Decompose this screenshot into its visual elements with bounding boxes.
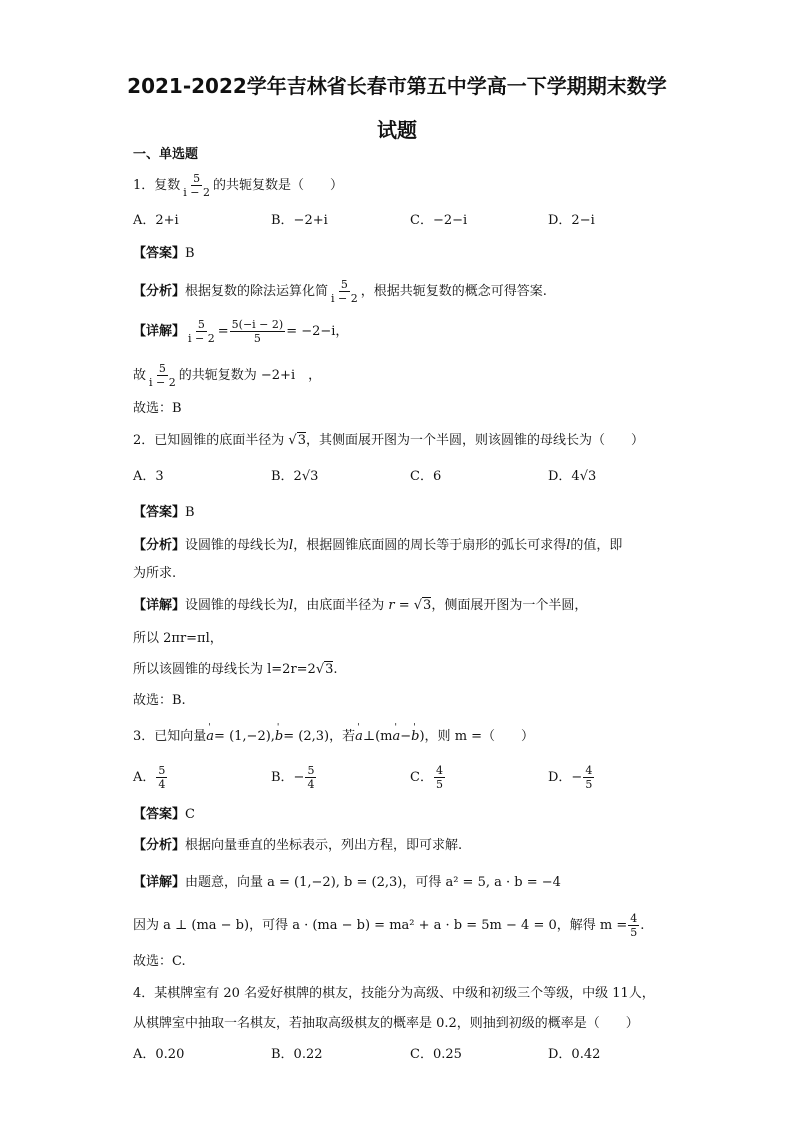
- q1-option-a: A．2+i: [133, 213, 179, 228]
- q2-option-c: C．6: [410, 469, 442, 484]
- q1-stem: [133, 172, 343, 199]
- q2-option-d: D．4√3: [548, 469, 597, 484]
- q1-detail-frac2: [230, 318, 286, 345]
- q1-option-c: C．−2−i: [410, 213, 468, 228]
- frac-num: 5: [197, 318, 205, 331]
- q3-option-frac: [583, 764, 594, 791]
- q2-sqrt: 3: [325, 662, 334, 677]
- frac-den: 5: [585, 778, 593, 791]
- q3-option-label: A．: [133, 770, 156, 785]
- answer-tag: 【答案】: [133, 505, 186, 520]
- q3-stem-end: )，则 m =（ ）: [419, 729, 535, 744]
- q4-option-b: B．0.22: [271, 1047, 323, 1062]
- detail-tag: 【详解】: [133, 324, 186, 339]
- q3-answer: [133, 806, 195, 824]
- q1-option-d: D．2−i: [548, 213, 595, 228]
- q2-stem-post: ，其侧面展开图为一个半圆，则该圆锥的母线长为（ ）: [305, 433, 644, 448]
- q3-option-label: D．−: [548, 770, 583, 785]
- detail-tag: 【详解】: [133, 875, 186, 890]
- q3-stem-pre: 3．已知向量: [133, 729, 207, 744]
- q3-d2-frac: [628, 912, 639, 939]
- analysis-tag: 【分析】: [133, 538, 186, 553]
- q2-stem-pre: 2．已知圆锥的底面半径为: [133, 433, 285, 448]
- q1-prefix: 1．复数: [133, 178, 181, 193]
- q3-option-label: B．−: [271, 770, 305, 785]
- frac-num: 5(−i − 2): [231, 318, 284, 331]
- frac-num: 4: [630, 912, 638, 925]
- q2-d1-mid: ，由底面半径为: [293, 598, 385, 613]
- q2-d1-post: ，侧面展开图为一个半圆，: [431, 598, 588, 613]
- answer-tag: 【答案】: [133, 246, 186, 261]
- analysis-tag: 【分析】: [133, 838, 186, 853]
- q1-analysis: [133, 278, 547, 305]
- q3-stem-mid: = (1,−2),: [214, 729, 275, 744]
- q1-answer: [133, 245, 195, 263]
- q2-option-b: B．2√3: [271, 469, 319, 484]
- q2-a1-post: ，根据圆锥底面圆的周长等于扇形的弧长可求得: [293, 538, 567, 553]
- q1-suffix: 的共轭复数是（ ）: [213, 178, 344, 193]
- q3-option-frac: [305, 764, 316, 791]
- frac-den: 4: [158, 778, 166, 791]
- q2-analysis-l2: 为所求.: [133, 566, 177, 581]
- q2-analysis-l1: 【分析】设圆锥的母线长为l，根据圆锥底面圆的周长等于扇形的弧长可求得l的值，即: [133, 538, 623, 553]
- q2-d1-pre: 设圆锥的母线长为: [185, 598, 290, 613]
- q2-answer: [133, 504, 195, 522]
- q1-choose: 故选：B: [133, 401, 182, 416]
- q3-option-frac: [434, 764, 445, 791]
- frac-num: 5: [307, 764, 315, 777]
- q2-option-a: A．3: [133, 469, 164, 484]
- frac-den: 4: [307, 778, 315, 791]
- q1-option-b: B．−2+i: [271, 213, 328, 228]
- frac-num: 5: [158, 362, 166, 375]
- q4-stem-l2: 从棋牌室中抽取一名棋友，若抽取高级棋友的概率是 0.2，则抽到初级的概率是（ ）: [133, 1016, 639, 1031]
- q1-detail: 【详解】 $\frac{5}{i - 2}$ = $\frac{5(-i - 2)}{5}$ = −2−i，: [133, 318, 349, 345]
- q2-detail-l3: 所以该圆锥的母线长为 l=2r=2√3.: [133, 662, 338, 677]
- frac-den: i − 2: [149, 376, 176, 389]
- q3-option-d: [548, 764, 595, 791]
- q3-stem: 3．已知向量' a= (1,−2),' b= (2,3)，若' a⊥(m' a−' b)，则 m =（ ）: [133, 728, 534, 746]
- detail-tag: 【详解】: [133, 598, 186, 613]
- section-heading: 一、单选题: [133, 147, 199, 162]
- frac-den: 5: [435, 778, 443, 791]
- q3-option-c: [410, 764, 446, 791]
- frac-num: 4: [585, 764, 593, 777]
- q3-stem-mid2: = (2,3)，若: [283, 729, 356, 744]
- q3-choose: 故选：C.: [133, 954, 186, 969]
- q2-sqrt: 3: [297, 433, 306, 448]
- page-title-line2: 试题: [377, 118, 417, 142]
- q2-sqrt: 3: [423, 598, 432, 613]
- q1-analysis-pre: 根据复数的除法运算化简: [185, 284, 329, 299]
- q3-detail-l1: [133, 874, 561, 892]
- q1-analysis-frac: [329, 278, 360, 305]
- answer-tag: 【答案】: [133, 807, 186, 822]
- q3-stem-perp: ⊥(m: [362, 729, 393, 744]
- q4-option-d: D．0.42: [548, 1047, 601, 1062]
- frac-den: i − 2: [188, 332, 215, 345]
- page-title-line1: 2021-2022学年吉林省长春市第五中学高一下学期期末数学: [127, 74, 667, 98]
- q4-option-a: A．0.20: [133, 1047, 185, 1062]
- q2-d3-text: 所以该圆锥的母线长为 l=2r=2: [133, 662, 316, 677]
- q4-option-c: C．0.25: [410, 1047, 462, 1062]
- q1-frac-den: i − 2: [183, 186, 211, 199]
- frac-den: 5: [630, 926, 638, 939]
- frac-num: 5: [340, 278, 348, 291]
- q3-analysis-text: 根据向量垂直的坐标表示，列出方程，即可求解.: [185, 838, 463, 853]
- q3-d1-text: 由题意，向量 a = (1,−2), b = (2,3)，可得 a² = 5, a · b = −4: [185, 875, 561, 890]
- q1-answer-value: B: [185, 246, 195, 261]
- q1-detail2-pre: 故: [133, 368, 147, 383]
- q3-option-label: C．: [410, 770, 433, 785]
- q1-detail-tail: = −2−i，: [286, 324, 349, 339]
- q3-detail-l2: 因为 a ⊥ (ma − b)，可得 a · (ma − b) = ma² + a · b = 5m − 4 = 0，解得 m = $\frac{4}{5}$ .: [133, 912, 645, 939]
- frac-num: 4: [435, 764, 443, 777]
- q1-detail2-frac: [147, 362, 178, 389]
- q2-a1-tail: 的值，即: [570, 538, 623, 553]
- q2-detail-l1: 【详解】设圆锥的母线长为l，由底面半径为 r = √3，侧面展开图为一个半圆，: [133, 598, 588, 613]
- q3-d2-text: 因为 a ⊥ (ma − b)，可得 a · (ma − b) = ma² + a · b = 5m − 4 = 0，解得 m =: [133, 918, 628, 933]
- q1-detail-2: [133, 362, 321, 389]
- q1-detail2-post: 的共轭复数为 −2+i ，: [178, 368, 322, 383]
- q2-answer-value: B: [185, 505, 195, 520]
- q1-frac-num: 5: [193, 172, 201, 185]
- q2-stem: 2．已知圆锥的底面半径为 √3，其侧面展开图为一个半圆，则该圆锥的母线长为（ ）: [133, 433, 644, 448]
- q3-option-a: [133, 764, 168, 791]
- q3-analysis: [133, 837, 462, 855]
- frac-num: 5: [158, 764, 166, 777]
- frac-den: 5: [253, 332, 261, 345]
- analysis-tag: 【分析】: [133, 284, 186, 299]
- q2-a1-pre: 设圆锥的母线长为: [185, 538, 290, 553]
- q3-option-frac: [156, 764, 167, 791]
- q1-fraction: [181, 172, 212, 199]
- q2-detail-l2: 所以 2πr=πl，: [133, 631, 223, 646]
- q3-option-b: [271, 764, 317, 791]
- q2-choose: 故选：B.: [133, 693, 186, 708]
- q1-analysis-post: ，根据共轭复数的概念可得答案.: [360, 284, 547, 299]
- q4-stem-l1: 4．某棋牌室有 20 名爱好棋牌的棋友，技能分为高级、中级和初级三个等级，中级 11人，: [133, 986, 655, 1001]
- q1-detail-frac1: [186, 318, 217, 345]
- frac-den: i − 2: [331, 292, 358, 305]
- q3-answer-value: C: [185, 807, 195, 822]
